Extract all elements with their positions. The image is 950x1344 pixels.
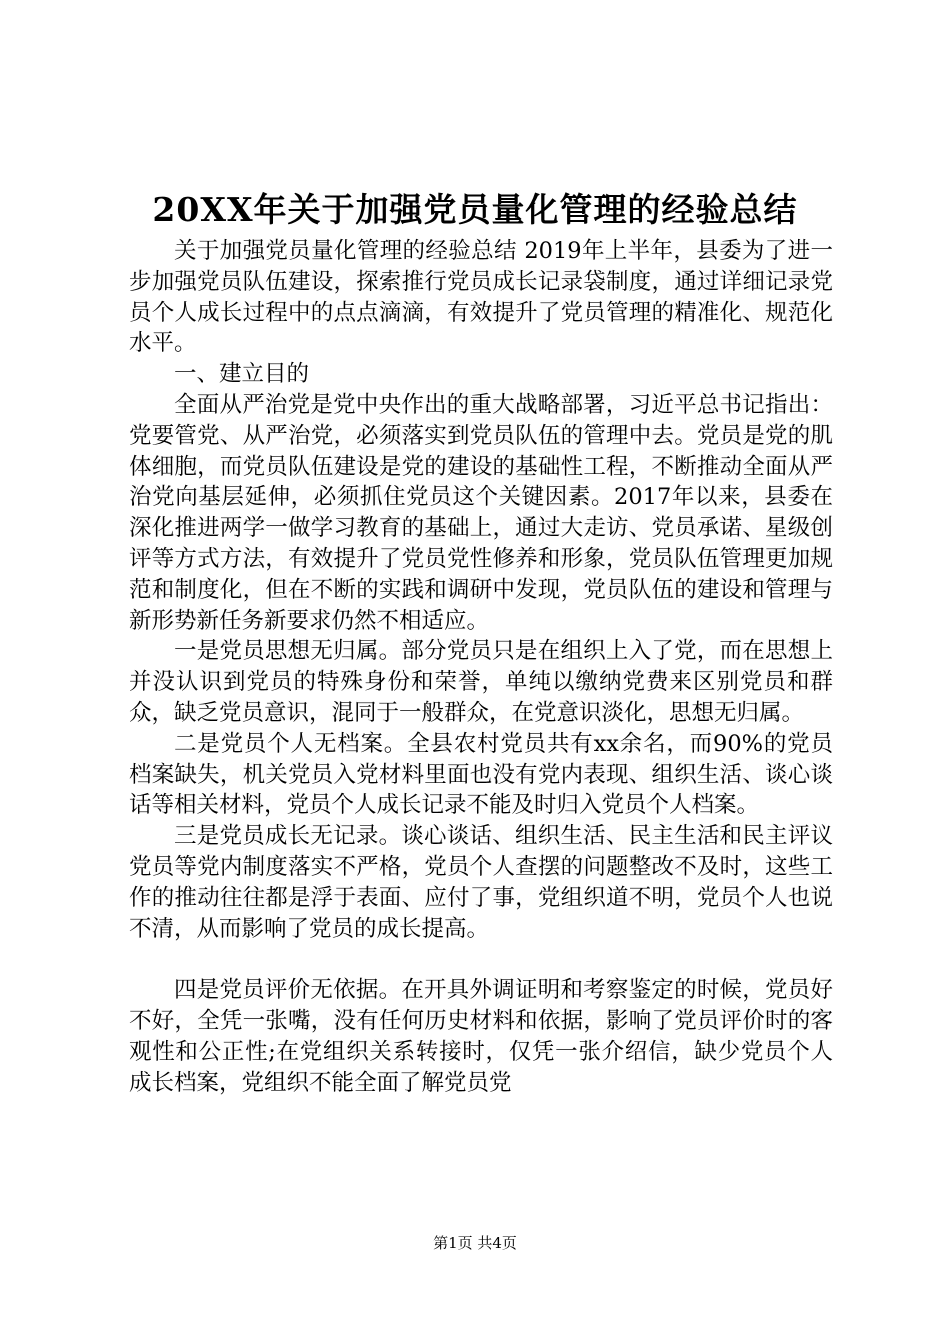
paragraph-point-3: 三是党员成长无记录。谈心谈话、组织生活、民主生活和民主评议党员等党内制度落实不严格，党员个人查摆的问题整改不及时，这些工作的推动往往都是浮于表面、应付了事，党组织道不明，党员个人也说不清，从而影响了党员的成长提高。 bbox=[129, 823, 833, 942]
paragraph-point-2: 二是党员个人无档案。全县农村党员共有xx余名，而90%的党员档案缺失，机关党员入党材料里面也没有党内表现、组织生活、谈心谈话等相关材料，党员个人成长记录不能及时归入党员个人档案。 bbox=[129, 730, 833, 819]
paragraph-point-4: 四是党员评价无依据。在开具外调证明和考察鉴定的时候，党员好不好，全凭一张嘴，没有任何历史材料和依据，影响了党员评价时的客观性和公正性;在党组织关系转接时，仅凭一张介绍信，缺少党员个人成长档案，党组织不能全面了解党员党 bbox=[129, 977, 833, 1096]
paragraph-intro: 关于加强党员量化管理的经验总结 2019年上半年，县委为了进一步加强党员队伍建设，探索推行党员成长记录袋制度，通过详细记录党员个人成长过程中的点点滴滴，有效提升了党员管理的精准化、规范化水平。 bbox=[129, 238, 833, 357]
page-number-footer: 第1页 共4页 bbox=[433, 1234, 517, 1252]
paragraph-purpose: 全面从严治党是党中央作出的重大战略部署，习近平总书记指出：党要管党、从严治党，必须落实到党员队伍的管理中去。党员是党的肌体细胞，而党员队伍建设是党的建设的基础性工程，不断推动全面从严治党向基层延伸，必须抓住党员这个关键因素。2017年以来，县委在深化推进两学一做学习教育的基础上，通过大走访、党员承诺、星级创评等方式方法，有效提升了党员党性修养和形象，党员队伍管理更加规范和制度化，但在不断的实践和调研中发现，党员队伍的建设和管理与新形势新任务新要求仍然不相适应。 bbox=[129, 391, 833, 634]
paragraph-point-1: 一是党员思想无归属。部分党员只是在组织上入了党，而在思想上并没认识到党员的特殊身份和荣誉，单纯以缴纳党费来区别党员和群众，缺乏党员意识，混同于一般群众，在党意识淡化，思想无归属。 bbox=[129, 638, 833, 726]
document-title: 20XX年关于加强党员量化管理的经验总结 bbox=[152, 190, 798, 229]
section-heading: 一、建立目的 bbox=[174, 361, 310, 388]
paragraph-spacer bbox=[129, 944, 833, 975]
document-body bbox=[129, 236, 833, 1098]
